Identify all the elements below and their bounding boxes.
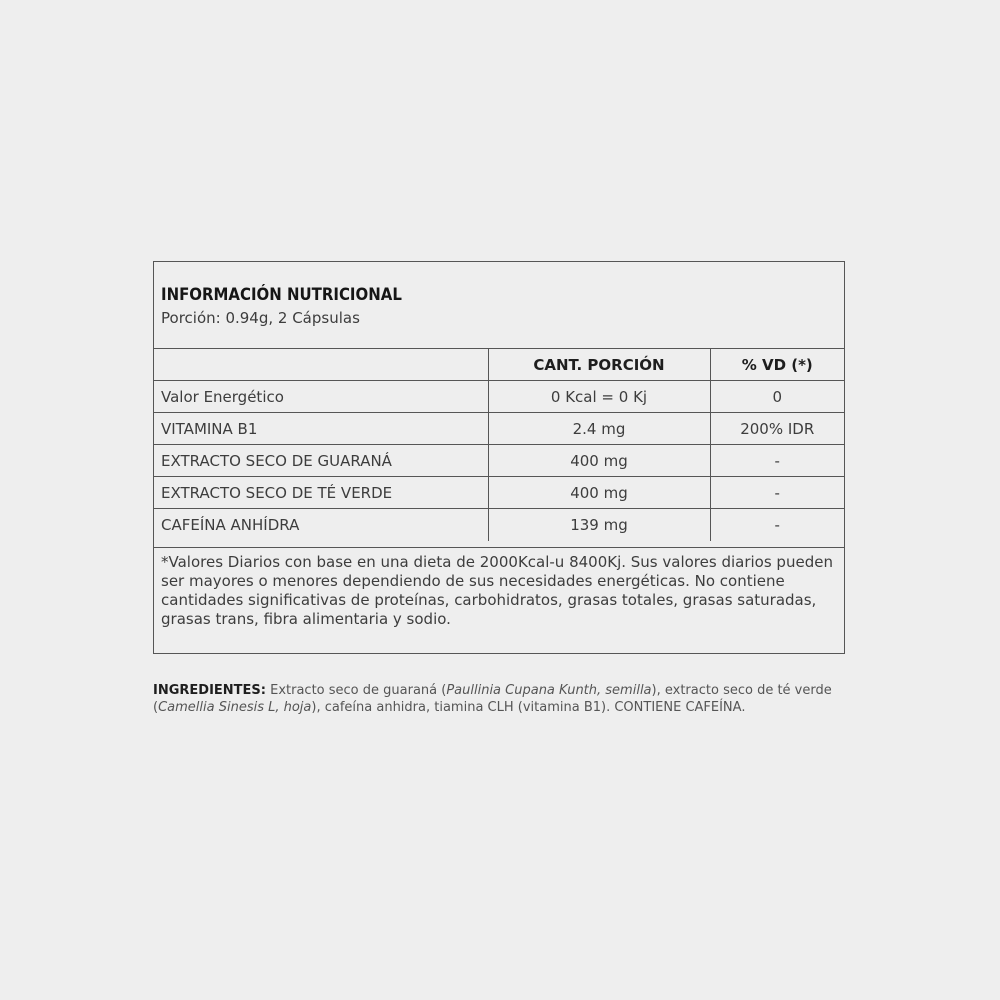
serving-size: Porción: 0.94g, 2 Cápsulas <box>161 309 360 327</box>
table-row <box>154 381 844 413</box>
table-row <box>154 509 844 541</box>
column-header-name <box>154 349 488 381</box>
nutrition-header <box>154 262 844 348</box>
nutrient-vd: - <box>710 477 844 509</box>
table-header-row <box>154 349 844 381</box>
nutrient-name: VITAMINA B1 <box>154 413 488 445</box>
nutrient-name: EXTRACTO SECO DE GUARANÁ <box>154 445 488 477</box>
nutrient-name: EXTRACTO SECO DE TÉ VERDE <box>154 477 488 509</box>
column-header-amount: CANT. PORCIÓN <box>488 349 710 381</box>
nutrition-title: INFORMACIÓN NUTRICIONAL <box>161 285 402 305</box>
nutrient-name: CAFEÍNA ANHÍDRA <box>154 509 488 541</box>
nutrient-amount: 400 mg <box>488 445 710 477</box>
table-row <box>154 413 844 445</box>
nutrition-table <box>154 348 844 541</box>
ingredients-label: INGREDIENTES: <box>153 683 266 698</box>
ingredient-species-1: Paullinia Cupana Kunth, semilla <box>446 683 652 698</box>
ingredients-part-2: ), extracto seco de té verde ( <box>153 683 832 715</box>
nutrient-amount: 139 mg <box>488 509 710 541</box>
nutrition-panel <box>153 261 845 654</box>
table-row <box>154 445 844 477</box>
nutrient-name: Valor Energético <box>154 381 488 413</box>
nutrient-amount: 2.4 mg <box>488 413 710 445</box>
table-row <box>154 477 844 509</box>
nutrient-amount: 0 Kcal = 0 Kj <box>488 381 710 413</box>
column-header-vd: % VD (*) <box>710 349 844 381</box>
nutrient-vd: - <box>710 509 844 541</box>
ingredients-part-1: Extracto seco de guaraná ( <box>265 683 447 698</box>
nutrient-amount: 400 mg <box>488 477 710 509</box>
nutrient-vd: - <box>710 445 844 477</box>
ingredient-species-2: Camellia Sinesis L, hoja <box>158 700 312 715</box>
ingredients-text <box>153 682 845 716</box>
nutrient-vd: 0 <box>710 381 844 413</box>
daily-values-footnote: *Valores Diarios con base en una dieta de 2000Kcal-u 8400Kj. Sus valores diarios pueden ser mayores o menores dependiendo de sus necesidades energéticas. No contiene cantidades significativas de proteínas, carbohidratos, grasas totales, grasas saturadas, grasas trans, fibra alimentaria y sodio. <box>154 547 844 629</box>
nutrient-vd: 200% IDR <box>710 413 844 445</box>
ingredients-part-3: ), cafeína anhidra, tiamina CLH (vitamina B1). CONTIENE CAFEÍNA. <box>311 700 746 715</box>
